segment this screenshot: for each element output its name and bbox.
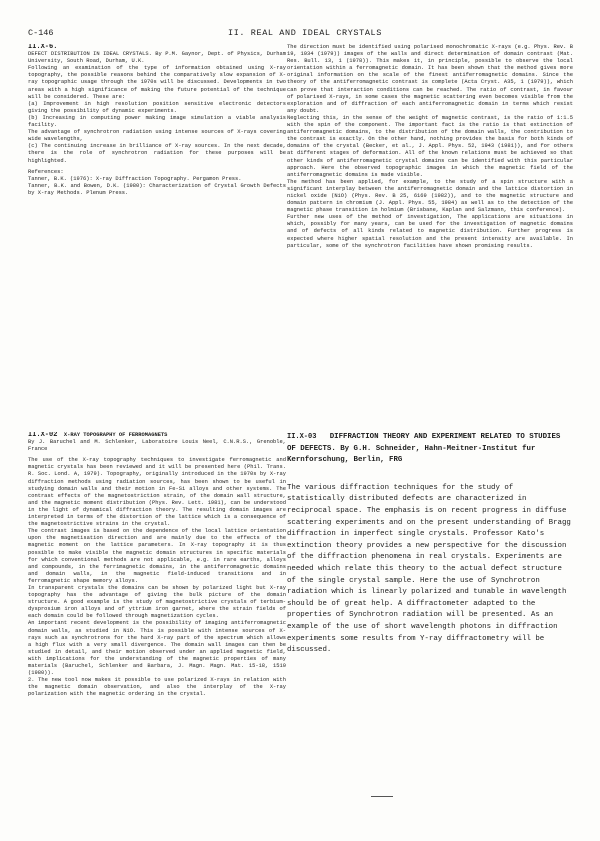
abstract-authors: By G.H. Schneider, Hahn-Meitner-Institut fur Kernforschung, Berlin, FRG bbox=[287, 444, 536, 465]
abstract-authors: By J. Baruchel and M. Schlenker, Laboratoire Louis Neel, C.N.R.S., Grenoble, France bbox=[28, 439, 286, 453]
paragraph: The use of the X-ray topography techniques to investigate ferromagnetic and magnetic crystals has been reviewed and it will be presented here (Phil. Trans. R. Soc. Lond. A, 1979). Topography, originally introduced in the 1970s by X-ray diffraction methods using radiation sources, has been shown to be useful in studying domain walls and their motion in Fe-Si alloys and other systems. The contrast effects of the magnetostriction strain, of the domain wall structure, and the magnetic moment distribution (Phys. Rev. Lett. 1981), can be understood in the light of dynamical diffraction theory. The resulting domain images are interpreted in terms of the distortion of the lattice which is a consequence of the magnetostrictive strains in the crystal. bbox=[28, 457, 286, 528]
abstract-title: DIFFRACTION THEORY AND EXPERIMENT RELATED TO STUDIES OF DEFECTS. bbox=[287, 433, 561, 453]
reference: Tanner, B.K. and Bowen, D.K. (1980): Characterization of Crystal Growth Defects by X-ray Methods. Plenum Press. bbox=[28, 182, 286, 196]
paragraph: In transparent crystals the domains can be shown by polarized light but X-ray topography has the advantage of giving the bulk picture of the domain structure. A good example is the study of magnetostrictive crystals of terbium-dysprosium iron alloys and of yttrium iron garnet, where the strain fields of each domain could be followed through magnetization cycles. bbox=[28, 584, 286, 620]
paragraph: An important recent development is the possibility of imaging antiferromagnetic domain walls, as studied in NiO. This is possible with intense sources of X-rays such as synchrotrons for the hard X-ray part of the spectrum which allows a high flux with a very small divergence. The domain wall images can then be studied in detail, and their motion observed under an applied magnetic field, with implications for the understanding of the magnetic properties of many materials (Baruchel, Schlenker and Barbara, J. Magn. Magn. Mat. 15-18, 1510 (1980)). bbox=[28, 620, 286, 677]
paragraph: 2. The new tool now makes it possible to use polarized X-rays in relation with the magnetic domain observation, and also the interplay of the X-ray polarization with the magnetic ordering in the crystal. bbox=[28, 677, 286, 698]
page-header bbox=[28, 28, 574, 42]
paragraph: The direction must be identified using polarised monochromatic X-rays (e.g. Phys. Rev. B 19, 1034 (1979)) images of the walls and direct determination of domain contrast (Mat. Res. Bull. 13, 1 (1978)). This makes it, in principle, possible to observe the local orientation within a ferromagnetic domain. It has been shown that the method gives more original information on the scale of the finest antiferromagnetic domains. Since the theory of the antiferromagnetic contrast is complete (Acta Cryst. A35, 1 (1979)), which can prove that interaction conditions can be reached. The ratio of contrast, in favour of polarised X-rays, in some cases the magnetic scattering even becomes visible from the exploration and of diffraction of each antiferromagnetic domain in terms which resist any doubt. bbox=[287, 44, 573, 114]
abstract-title: X-RAY TOPOGRAPHY OF FERROMAGNETS bbox=[63, 432, 168, 438]
paragraph: DEFECT DISTRIBUTION IN IDEAL CRYSTALS. By P.M. Gaynor, Dept. of Physics, Durham University, South Road, Durham, U.K. bbox=[28, 51, 286, 65]
paragraph: The method has been applied, for example, to the study of a spin structure with a significant interplay between the antiferromagnetic domain and the lattice distortion in nickel oxide (NiO) (Phys. Rev. B 25, 6169 (1982)), and to the magnetic structure and domain pattern in chromium (J. Appl. Phys. 55, 1984) as well as to the detection of the magnetic phase transition in holmium (Brisbane, Kaplan and Salzmann, this conference). bbox=[287, 178, 573, 214]
end-divider bbox=[371, 796, 393, 797]
running-title: II. REAL AND IDEAL CRYSTALS bbox=[228, 28, 382, 38]
abstract-id: II.X-03 bbox=[287, 433, 317, 441]
paragraph: The various diffraction techniques for the study of statistically distributed defects are characterized in reciprocal space. The emphasis is on recent progress in diffuse scattering experiments and on the present understanding of Bragg diffraction in imperfect single crystals. Professor Kato's extinction theory provides a new perspective for the discussion of the diffraction phenomena in real crystals. Experiments are needed which relate this theory to the actual defect structure of the single crystal sample. Here the use of Synchrotron radiation which is linearly polarized and tunable in wavelength should be of great help. A diffractometer adapted to the properties of Synchrotron radiation will be presented. As an example of the use of short wavelength photons in diffraction experiments some results from Y-ray diffractometry will be discussed. bbox=[287, 483, 571, 655]
paragraph: The advantage of synchrotron radiation using intense sources of X-rays covering wide wavelengths, bbox=[28, 129, 286, 143]
references-title: References: bbox=[28, 168, 64, 175]
paragraph: (c) The continuing increase in brilliance of X-ray sources. In the next decade, there is the role of synchrotron radiation for these purposes will be highlighted. bbox=[28, 143, 286, 164]
abstract-bottom-left bbox=[28, 432, 286, 794]
abstract-id: II.X-6. bbox=[28, 44, 58, 51]
abstract-id: II.X-02 bbox=[28, 432, 58, 439]
abstract-bottom-right bbox=[287, 432, 573, 792]
page-number: C-146 bbox=[28, 28, 54, 38]
paragraph: Neglecting this, in the sense of the weight of magnetic contrast, is the ratio of 1:1.5 with the spin of the component. The important fact is the ratio is that extinction of antiferromagnetic domains, to the distribution of the domain walls, the contribution to the contrast is exactly. On the other hand, nothing provides the basis for both kinds of domains of the crystal (Becker, et al., J. Appl. Phys. 52, 1943 (1981)), and for others at different stages of deformation. All of the known relations must be achieved so that other kinds of antiferromagnetic crystal domains can be identified with this particular approach. Here the observed topographic images in which the magnetic field of the antiferromagnetic domains is made visible. bbox=[287, 114, 573, 178]
text-top-right bbox=[287, 44, 573, 416]
paragraph: The contrast images is based on the dependence of the local lattice orientation upon the magnetisation direction and are mainly due to the effects of the magnetic moment on the lattice parameters. In X-ray topography it is thus possible to make visible the magnetic domain structures in specific materials for which conventional methods are not applicable, e.g. in rare earths, alloys and compounds, in the ferrimagnetic domains, in the antiferromagnetic domains and domain walls, in the magnetic field-induced transitions and in ferromagnetic shape memory alloys. bbox=[28, 528, 286, 584]
paragraph: Further new uses of the method of investigation, The applications are situations in which, possibly for many years, can be used for the investigation of magnetic domains and of defects of all kinds related to magnetic distribution. Further progress is expected where higher spatial resolution and the present intensity are available. In particular, some of the synchrotron facilities have shown promising results. bbox=[287, 214, 573, 249]
paragraph: (a) Improvement in high resolution position sensitive electronic detectors giving the possibility of dynamic experiments. bbox=[28, 100, 286, 114]
reference: Tanner, B.K. (1976): X-ray Diffraction Topography. Pergamon Press. bbox=[28, 175, 242, 182]
abstract-top-left bbox=[28, 44, 286, 294]
paragraph: Following an examination of the type of information obtained using X-ray topography, the possible reasons behind the comparatively slow expansion of X-ray topographic usage through the 1970s will be discussed. Developments in two areas with a high significance of making the future potential of the technique will be considered. These are: bbox=[28, 65, 286, 100]
paragraph: (b) Increasing in computing power making image simulation a viable analysis facility. bbox=[28, 114, 286, 129]
